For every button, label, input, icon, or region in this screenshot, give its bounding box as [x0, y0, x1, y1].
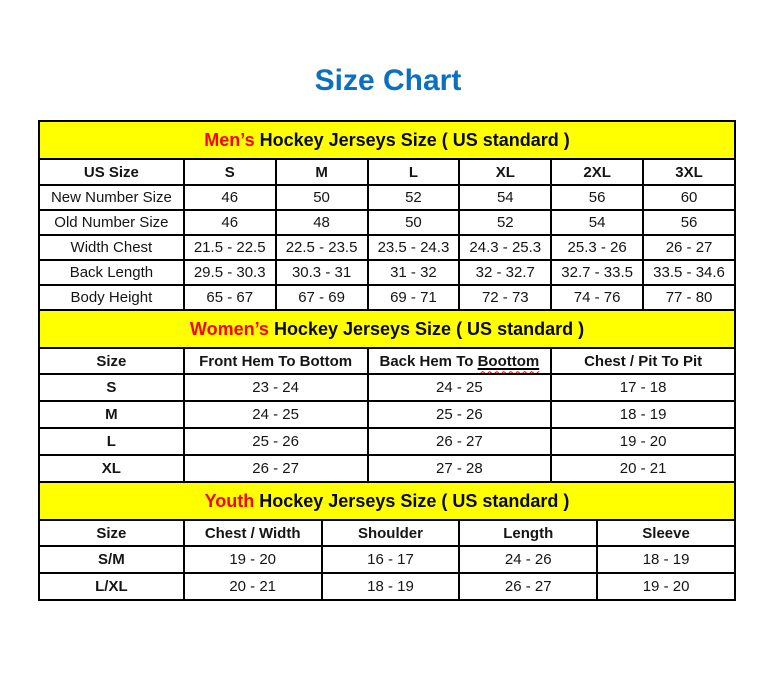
data-cell: 50 — [368, 210, 460, 235]
row-label: S/M — [39, 546, 184, 573]
mens-row-back-length — [39, 260, 735, 285]
youth-column-header-length: Length — [459, 520, 597, 546]
data-cell: 24 - 25 — [184, 401, 368, 428]
data-cell: 18 - 19 — [322, 573, 460, 600]
mens-header-row — [39, 159, 735, 185]
data-cell: 26 - 27 — [459, 573, 597, 600]
womens-row-xl — [39, 455, 735, 482]
spellcheck-squiggle — [478, 353, 540, 370]
womens-banner-highlight: Women’s — [189, 318, 269, 339]
data-cell: 46 — [184, 185, 276, 210]
data-cell: 74 - 76 — [551, 285, 643, 310]
mens-row-new-number-size — [39, 185, 735, 210]
youth-column-header-chest-width: Chest / Width — [184, 520, 322, 546]
data-cell: 18 - 19 — [597, 546, 735, 573]
youth-banner-highlight: Youth — [204, 490, 255, 511]
womens-row-s — [39, 374, 735, 401]
misspelled-word: Boottom — [477, 352, 540, 370]
row-label: Width Chest — [39, 235, 184, 260]
data-cell: 65 - 67 — [184, 285, 276, 310]
data-cell: 56 — [643, 210, 735, 235]
data-cell: 23 - 24 — [184, 374, 368, 401]
data-cell: 24 - 25 — [368, 374, 552, 401]
data-cell: 48 — [276, 210, 368, 235]
womens-banner — [39, 310, 735, 348]
data-cell: 26 - 27 — [368, 428, 552, 455]
data-cell: 27 - 28 — [368, 455, 552, 482]
mens-column-header-us-size: US Size — [39, 159, 184, 185]
data-cell: 60 — [643, 185, 735, 210]
data-cell: 24 - 26 — [459, 546, 597, 573]
data-cell: 18 - 19 — [551, 401, 735, 428]
data-cell: 77 - 80 — [643, 285, 735, 310]
mens-banner — [39, 121, 735, 159]
womens-banner-row — [39, 310, 735, 348]
data-cell: 56 — [551, 185, 643, 210]
data-cell: 52 — [459, 210, 551, 235]
mens-column-header-2xl: 2XL — [551, 159, 643, 185]
data-cell: 32 - 32.7 — [459, 260, 551, 285]
mens-column-header-m: M — [276, 159, 368, 185]
mens-banner-text: Hockey Jerseys Size ( US standard ) — [254, 129, 570, 150]
size-tables-container — [38, 120, 736, 601]
data-cell: 69 - 71 — [368, 285, 460, 310]
data-cell: 19 - 20 — [184, 546, 322, 573]
data-cell: 19 - 20 — [551, 428, 735, 455]
mens-column-header-s: S — [184, 159, 276, 185]
data-cell: 32.7 - 33.5 — [551, 260, 643, 285]
row-label: S — [39, 374, 184, 401]
youth-header-row — [39, 520, 735, 546]
mens-banner-highlight: Men’s — [204, 129, 255, 150]
womens-row-l — [39, 428, 735, 455]
row-label: New Number Size — [39, 185, 184, 210]
womens-column-header-front-hem-to-bottom: Front Hem To Bottom — [184, 348, 368, 374]
data-cell: 67 - 69 — [276, 285, 368, 310]
page-title: Size Chart — [314, 64, 462, 97]
womens-header-row — [39, 348, 735, 374]
womens-column-header-chest-pit-to-pit: Chest / Pit To Pit — [551, 348, 735, 374]
data-cell: 54 — [459, 185, 551, 210]
data-cell: 21.5 - 22.5 — [184, 235, 276, 260]
youth-banner — [39, 482, 735, 520]
data-cell: 72 - 73 — [459, 285, 551, 310]
youth-column-header-size: Size — [39, 520, 184, 546]
womens-size-table — [38, 309, 736, 483]
data-cell: 20 - 21 — [184, 573, 322, 600]
row-label: Back Length — [39, 260, 184, 285]
data-cell: 52 — [368, 185, 460, 210]
data-cell: 16 - 17 — [322, 546, 460, 573]
womens-column-header-back-hem-to-boottom: Back Hem To Boottom — [368, 348, 552, 374]
data-cell: 33.5 - 34.6 — [643, 260, 735, 285]
data-cell: 46 — [184, 210, 276, 235]
row-label: Body Height — [39, 285, 184, 310]
row-label: Old Number Size — [39, 210, 184, 235]
mens-column-header-l: L — [368, 159, 460, 185]
row-label: XL — [39, 455, 184, 482]
youth-row-s-m — [39, 546, 735, 573]
youth-size-table — [38, 481, 736, 601]
data-cell: 22.5 - 23.5 — [276, 235, 368, 260]
mens-row-old-number-size — [39, 210, 735, 235]
data-cell: 17 - 18 — [551, 374, 735, 401]
data-cell: 25 - 26 — [184, 428, 368, 455]
mens-row-body-height — [39, 285, 735, 310]
data-cell: 26 - 27 — [184, 455, 368, 482]
mens-row-width-chest — [39, 235, 735, 260]
youth-banner-row — [39, 482, 735, 520]
data-cell: 29.5 - 30.3 — [184, 260, 276, 285]
data-cell: 50 — [276, 185, 368, 210]
data-cell: 54 — [551, 210, 643, 235]
youth-row-l-xl — [39, 573, 735, 600]
row-label: M — [39, 401, 184, 428]
mens-banner-row — [39, 121, 735, 159]
data-cell: 24.3 - 25.3 — [459, 235, 551, 260]
data-cell: 30.3 - 31 — [276, 260, 368, 285]
womens-column-header-size: Size — [39, 348, 184, 374]
youth-banner-text: Hockey Jerseys Size ( US standard ) — [254, 490, 570, 511]
data-cell: 19 - 20 — [597, 573, 735, 600]
mens-column-header-3xl: 3XL — [643, 159, 735, 185]
data-cell: 25 - 26 — [368, 401, 552, 428]
mens-size-table — [38, 120, 736, 311]
womens-banner-text: Hockey Jerseys Size ( US standard ) — [268, 318, 585, 339]
data-cell: 26 - 27 — [643, 235, 735, 260]
mens-column-header-xl: XL — [459, 159, 551, 185]
data-cell: 23.5 - 24.3 — [368, 235, 460, 260]
youth-column-header-shoulder: Shoulder — [322, 520, 460, 546]
data-cell: 25.3 - 26 — [551, 235, 643, 260]
youth-column-header-sleeve: Sleeve — [597, 520, 735, 546]
row-label: L — [39, 428, 184, 455]
row-label: L/XL — [39, 573, 184, 600]
data-cell: 31 - 32 — [368, 260, 460, 285]
data-cell: 20 - 21 — [551, 455, 735, 482]
womens-row-m — [39, 401, 735, 428]
